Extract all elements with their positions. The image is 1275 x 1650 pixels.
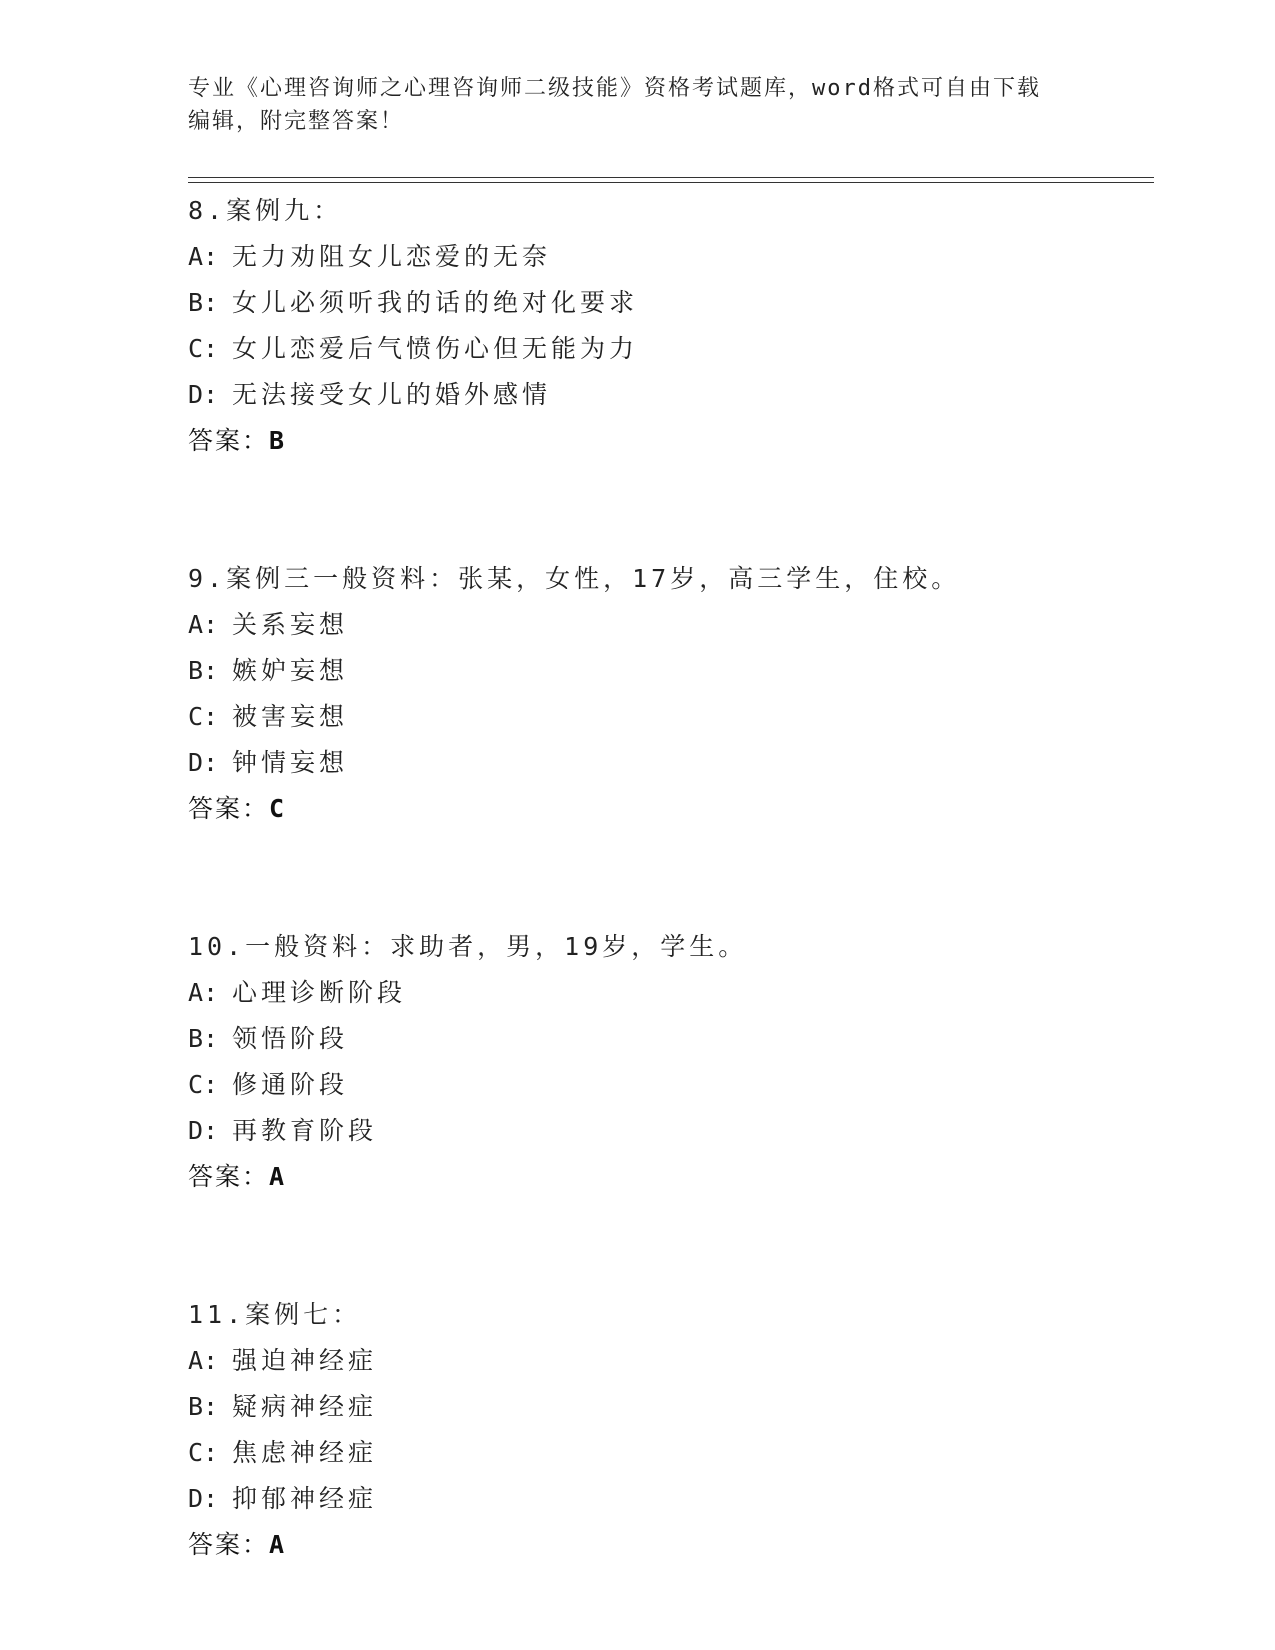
option-d (188, 1108, 1148, 1154)
answer-label: 答案： (188, 1162, 270, 1191)
answer-value: A (269, 1530, 286, 1559)
question-stem: 11.案例七： (188, 1300, 362, 1329)
option-letter: C: (188, 1438, 219, 1467)
option-b (188, 648, 1148, 694)
document-header (188, 72, 1088, 138)
answer-value: A (269, 1162, 286, 1191)
answer-label: 答案： (188, 426, 270, 455)
option-text: 疑病神经症 (232, 1392, 378, 1421)
question-item (188, 924, 1148, 1200)
option-letter: D: (188, 748, 219, 777)
option-c (188, 326, 1148, 372)
option-text: 钟情妄想 (232, 748, 349, 777)
option-letter: B: (188, 1392, 219, 1421)
question-spacer (188, 464, 1148, 556)
option-letter: A: (188, 1346, 219, 1375)
header-line-2: 编辑，附完整答案！ (188, 109, 405, 134)
option-text: 强迫神经症 (232, 1346, 378, 1375)
answer-line (188, 1522, 1148, 1568)
question-spacer (188, 832, 1148, 924)
option-b (188, 1016, 1148, 1062)
option-letter: C: (188, 702, 219, 731)
option-text: 焦虑神经症 (232, 1438, 378, 1467)
answer-value: C (269, 794, 286, 823)
option-d (188, 1476, 1148, 1522)
option-d (188, 740, 1148, 786)
answer-label: 答案： (188, 1530, 270, 1559)
option-letter: A: (188, 978, 219, 1007)
option-letter: B: (188, 656, 219, 685)
answer-line (188, 1154, 1148, 1200)
option-a (188, 602, 1148, 648)
option-a (188, 234, 1148, 280)
option-letter: A: (188, 242, 219, 271)
option-letter: B: (188, 1024, 219, 1053)
question-spacer (188, 1200, 1148, 1292)
header-line-1: 专业《心理咨询师之心理咨询师二级技能》资格考试题库，word格式可自由下载 (188, 76, 1041, 101)
option-text: 心理诊断阶段 (232, 978, 407, 1007)
option-text: 修通阶段 (232, 1070, 349, 1099)
option-letter: B: (188, 288, 219, 317)
option-d (188, 372, 1148, 418)
option-text: 无法接受女儿的婚外感情 (232, 380, 552, 409)
option-c (188, 1430, 1148, 1476)
option-text: 抑郁神经症 (232, 1484, 378, 1513)
question-item (188, 188, 1148, 464)
answer-line (188, 786, 1148, 832)
option-text: 领悟阶段 (232, 1024, 349, 1053)
option-text: 女儿恋爱后气愤伤心但无能为力 (232, 334, 639, 363)
header-rule-bottom (188, 182, 1154, 183)
option-letter: D: (188, 1116, 219, 1145)
answer-line (188, 418, 1148, 464)
header-rule-top (188, 177, 1154, 178)
option-b (188, 1384, 1148, 1430)
option-c (188, 694, 1148, 740)
question-item (188, 556, 1148, 832)
option-letter: C: (188, 1070, 219, 1099)
option-text: 关系妄想 (232, 610, 349, 639)
question-stem: 8.案例九： (188, 196, 343, 225)
question-stem: 10.一般资料：求助者，男，19岁，学生。 (188, 932, 748, 961)
option-letter: C: (188, 334, 219, 363)
option-text: 女儿必须听我的话的绝对化要求 (232, 288, 639, 317)
option-letter: D: (188, 380, 219, 409)
option-a (188, 1338, 1148, 1384)
option-a (188, 970, 1148, 1016)
option-c (188, 1062, 1148, 1108)
option-text: 嫉妒妄想 (232, 656, 349, 685)
option-text: 被害妄想 (232, 702, 349, 731)
answer-value: B (269, 426, 286, 455)
option-b (188, 280, 1148, 326)
option-text: 再教育阶段 (232, 1116, 378, 1145)
question-list (188, 188, 1148, 1568)
option-text: 无力劝阻女儿恋爱的无奈 (232, 242, 552, 271)
option-letter: D: (188, 1484, 219, 1513)
question-stem: 9.案例三一般资料：张某，女性，17岁，高三学生，住校。 (188, 564, 961, 593)
option-letter: A: (188, 610, 219, 639)
answer-label: 答案： (188, 794, 270, 823)
question-item (188, 1292, 1148, 1568)
